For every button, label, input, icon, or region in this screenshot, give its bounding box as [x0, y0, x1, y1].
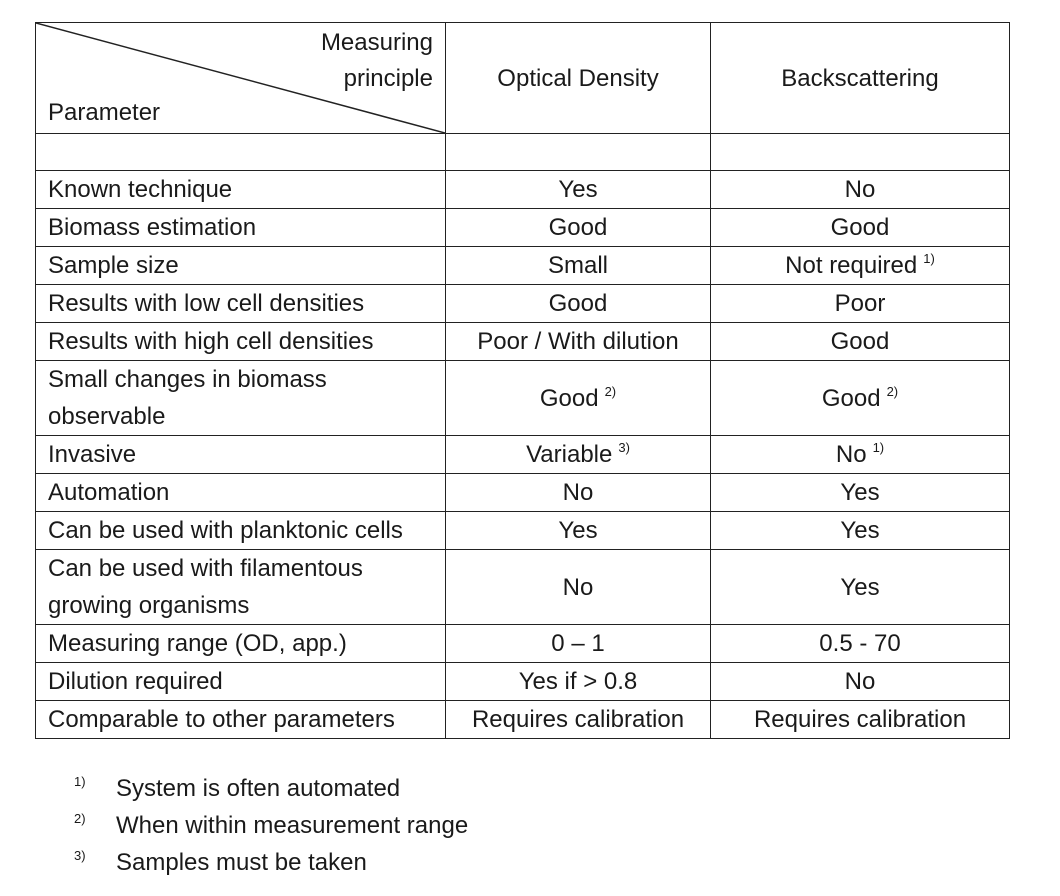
footnote-marker: 2)	[604, 383, 617, 399]
optical-density-cell	[446, 474, 711, 512]
comparison-table	[35, 22, 1010, 739]
optical-density-cell	[446, 512, 711, 550]
cell-value: 0.5 - 70	[819, 630, 901, 657]
cell-value: Requires calibration	[753, 706, 967, 733]
backscattering-cell	[711, 550, 1010, 625]
table-row	[36, 323, 1010, 361]
optical-density-cell	[446, 323, 711, 361]
optical-density-cell	[446, 171, 711, 209]
table-body	[36, 171, 1010, 739]
cell-value: Variable	[526, 441, 613, 468]
table-row	[36, 550, 1010, 625]
cell-value: No	[844, 176, 876, 203]
cell-value: Small	[547, 252, 608, 279]
optical-density-cell	[446, 701, 711, 739]
backscattering-cell	[711, 171, 1010, 209]
optical-density-cell	[446, 550, 711, 625]
footnote-marker: 1)	[923, 251, 935, 266]
footnote-item	[74, 770, 468, 807]
optical-density-cell	[446, 436, 711, 474]
cell-value: Yes	[840, 479, 880, 506]
footnote-marker: 3)	[618, 440, 630, 455]
cell-value: Yes	[558, 176, 598, 203]
backscattering-cell	[711, 663, 1010, 701]
footnote-item	[74, 807, 468, 844]
cell-value: Poor	[834, 290, 886, 317]
cell-value: Good	[830, 214, 890, 241]
cell-value: Not required	[785, 252, 918, 279]
optical-density-cell	[446, 663, 711, 701]
parameter-label: Parameter	[48, 99, 161, 126]
backscattering-cell	[711, 701, 1010, 739]
parameter-cell: Can be used with planktonic cells	[36, 512, 446, 550]
table-row	[36, 209, 1010, 247]
table-header-row	[36, 23, 1010, 134]
footnotes	[74, 770, 468, 881]
parameter-cell: Comparable to other parameters	[36, 701, 446, 739]
optical-density-cell	[446, 625, 711, 663]
table-row	[36, 663, 1010, 701]
parameter-cell: Results with low cell densities	[36, 285, 446, 323]
table-row	[36, 361, 1010, 436]
cell-value: Good	[830, 328, 890, 355]
backscattering-cell	[711, 512, 1010, 550]
blank-row	[36, 134, 1010, 171]
footnote-number: 3)	[74, 848, 86, 863]
cell-value: No	[562, 573, 594, 601]
cell-value: Requires calibration	[471, 706, 685, 733]
cell-value: Yes if > 0.8	[518, 668, 638, 695]
cell-value: Yes	[840, 573, 880, 601]
blank-cell	[446, 134, 711, 171]
cell-value: Yes	[840, 517, 880, 544]
footnote-text: Samples must be taken	[116, 849, 367, 876]
footnote-text: When within measurement range	[116, 812, 469, 839]
backscattering-cell	[711, 247, 1010, 285]
column-header-optical-density: Optical Density	[446, 23, 711, 134]
table-row	[36, 171, 1010, 209]
footnote-number: 2)	[74, 811, 86, 826]
table-row	[36, 247, 1010, 285]
table-row	[36, 436, 1010, 474]
footnote-marker: 1)	[872, 440, 885, 455]
footnote-marker: 2)	[886, 383, 899, 399]
optical-density-cell	[446, 209, 711, 247]
header-corner-cell	[36, 23, 446, 134]
backscattering-cell	[711, 285, 1010, 323]
parameter-cell: Invasive	[36, 436, 446, 474]
table-row	[36, 625, 1010, 663]
optical-density-cell	[446, 361, 711, 436]
cell-value: Yes	[558, 517, 598, 544]
parameter-cell: Measuring range (OD, app.)	[36, 625, 446, 663]
parameter-cell: Results with high cell densities	[36, 323, 446, 361]
table-row	[36, 474, 1010, 512]
parameter-cell: Small changes in biomass observable	[36, 361, 446, 436]
cell-value: No	[835, 441, 867, 468]
footnote-text: System is often automated	[116, 775, 401, 802]
backscattering-cell	[711, 361, 1010, 436]
parameter-cell: Sample size	[36, 247, 446, 285]
cell-value: No	[844, 668, 876, 695]
table-row	[36, 285, 1010, 323]
parameter-cell: Can be used with filamentous growing organisms	[36, 550, 446, 625]
cell-value: Good	[548, 290, 608, 317]
optical-density-cell	[446, 285, 711, 323]
cell-value: 0 – 1	[551, 630, 605, 657]
footnote-item	[74, 844, 468, 881]
parameter-cell: Biomass estimation	[36, 209, 446, 247]
table-row	[36, 701, 1010, 739]
backscattering-cell	[711, 209, 1010, 247]
optical-density-cell	[446, 247, 711, 285]
parameter-cell: Dilution required	[36, 663, 446, 701]
backscattering-cell	[711, 474, 1010, 512]
backscattering-cell	[711, 323, 1010, 361]
measuring-principle-label: Measuring principle	[320, 29, 433, 92]
table-row	[36, 512, 1010, 550]
cell-value: Good	[548, 214, 608, 241]
column-header-backscattering: Backscattering	[711, 23, 1010, 134]
cell-value: Poor / With dilution	[477, 328, 679, 355]
parameter-cell: Known technique	[36, 171, 446, 209]
footnote-number: 1)	[74, 774, 86, 789]
parameter-cell: Automation	[36, 474, 446, 512]
backscattering-cell	[711, 625, 1010, 663]
blank-cell	[711, 134, 1010, 171]
blank-cell	[36, 134, 446, 171]
cell-value: No	[562, 479, 594, 506]
backscattering-cell	[711, 436, 1010, 474]
cell-value: Good	[821, 384, 881, 412]
cell-value: Good	[539, 384, 599, 412]
